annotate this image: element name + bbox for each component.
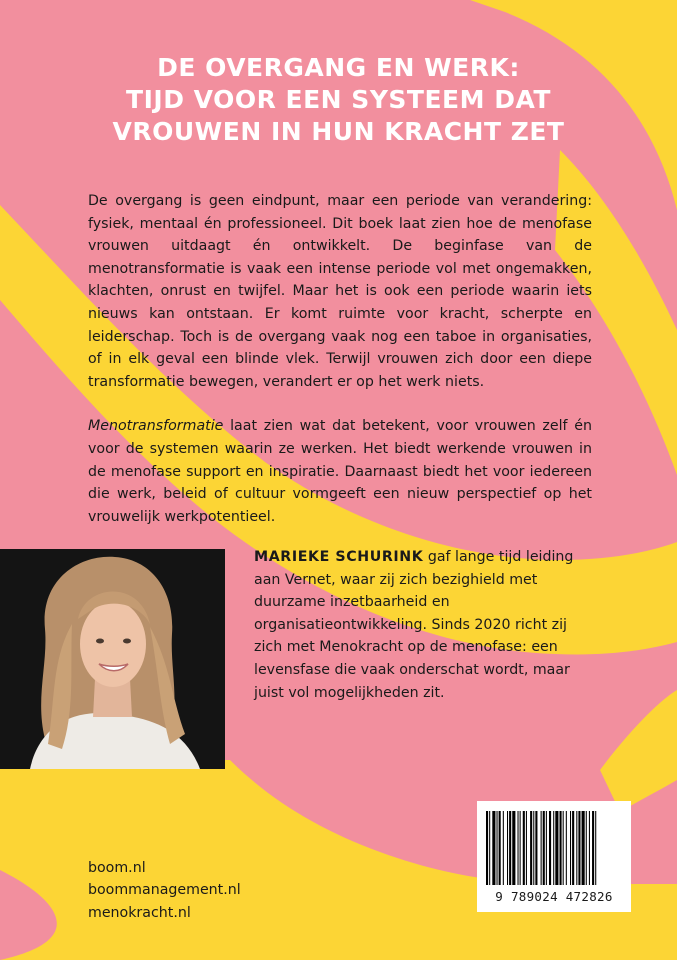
- barcode-bar: [572, 811, 574, 885]
- author-name: MARIEKE SCHURINK: [254, 549, 424, 565]
- website-links: [88, 857, 241, 924]
- link-menokracht[interactable]: menokracht.nl: [88, 904, 191, 921]
- barcode-bar: [489, 811, 490, 885]
- link-boommanagement[interactable]: boommanagement.nl: [88, 882, 241, 899]
- barcode-bar: [535, 811, 537, 885]
- barcode-bar: [576, 811, 577, 885]
- title-line-2: TIJD VOOR EEN SYSTEEM DAT: [126, 85, 551, 114]
- barcode-bar: [586, 811, 587, 885]
- barcode-bar: [499, 811, 501, 885]
- barcode-bar: [543, 811, 545, 885]
- barcode-bar: [492, 811, 495, 885]
- title-line-3: VROUWEN IN HUN KRACHT ZET: [112, 117, 565, 146]
- link-boom[interactable]: boom.nl: [88, 860, 146, 876]
- barcode-bar: [497, 811, 498, 885]
- author-bio-text: gaf lange tijd leiding aan Vernet, waar zij zich bezighield met duurzame inzetbaarheid en organisatieontwikkeling. Sinds 2020 richt zij zich met Menokracht op de menofase: een levensfase die vaak onderschat wordt, maar juist vol mogelijkheden zit.: [254, 549, 574, 701]
- blurb-paragraph-1: De overgang is geen eindpunt, maar een periode van verandering: fysiek, mentaal én professioneel. Dit boek laat zien hoe de menofase vrouwen uitdaagt én ontwikkelt. De beginfase van de menotransformatie is vaak een intense periode vol met ongemakken, klachten, onrust en twijfel. Maar het is ook een periode waarin iets nieuws kan ontstaan. Er komt ruimte voor kracht, scherpte en leiderschap. Toch is de overgang vaak nog een taboe in organisaties, of in elk geval een blinde vlek. Terwijl vrouwen zich door een diepe transformatie bewegen, verandert er op het werk niets.: [88, 193, 592, 390]
- barcode-bar: [503, 811, 504, 885]
- author-portrait-illustration: [0, 549, 225, 769]
- barcode-bar: [582, 811, 585, 885]
- author-photo: [0, 549, 225, 769]
- barcode-bar: [518, 811, 519, 885]
- barcode-bar: [566, 811, 567, 885]
- barcode-bar: [523, 811, 525, 885]
- barcode-bar: [546, 811, 547, 885]
- barcode-bar: [512, 811, 515, 885]
- blurb-paragraph-2-text: laat zien wat dat betekent, voor vrouwen zelf én voor de systemen waarin ze werken. Het biedt werkende vrouwen in de menofase support en inspiratie. Daarnaast biedt het voor iedereen die werk, beleid of cultuur vormgeeft een nieuw perspectief op het vrouwelijk werkpotentieel.: [88, 418, 592, 525]
- barcode-bar: [509, 811, 511, 885]
- barcode-bar: [595, 811, 596, 885]
- isbn-number: 9 789024 472826: [495, 889, 613, 904]
- barcode-bar: [555, 811, 558, 885]
- author-bio: [254, 546, 596, 704]
- barcode-bars: [477, 801, 631, 891]
- barcode-bar: [486, 811, 488, 885]
- barcode-bar: [549, 811, 551, 885]
- barcode-bar: [560, 811, 562, 885]
- barcode-bar: [541, 811, 542, 885]
- blurb: [88, 190, 592, 550]
- title-line-1: DE OVERGANG EN WERK:: [157, 53, 520, 82]
- barcode-bar: [589, 811, 590, 885]
- yellow-swirl-bottom-right: [600, 690, 677, 812]
- barcode-bar: [553, 811, 554, 885]
- barcode-bar: [563, 811, 564, 885]
- page-title: [0, 52, 677, 148]
- barcode-bar: [530, 811, 532, 885]
- barcode-bar: [578, 811, 580, 885]
- isbn-barcode: [477, 801, 631, 912]
- barcode-bar: [570, 811, 571, 885]
- barcode-bar: [507, 811, 508, 885]
- barcode-bar: [533, 811, 534, 885]
- barcode-bar: [520, 811, 521, 885]
- book-title-italic: Menotransformatie: [88, 418, 224, 435]
- blurb-paragraph-2: [88, 415, 592, 528]
- barcode-bar: [526, 811, 527, 885]
- barcode-bar: [592, 811, 594, 885]
